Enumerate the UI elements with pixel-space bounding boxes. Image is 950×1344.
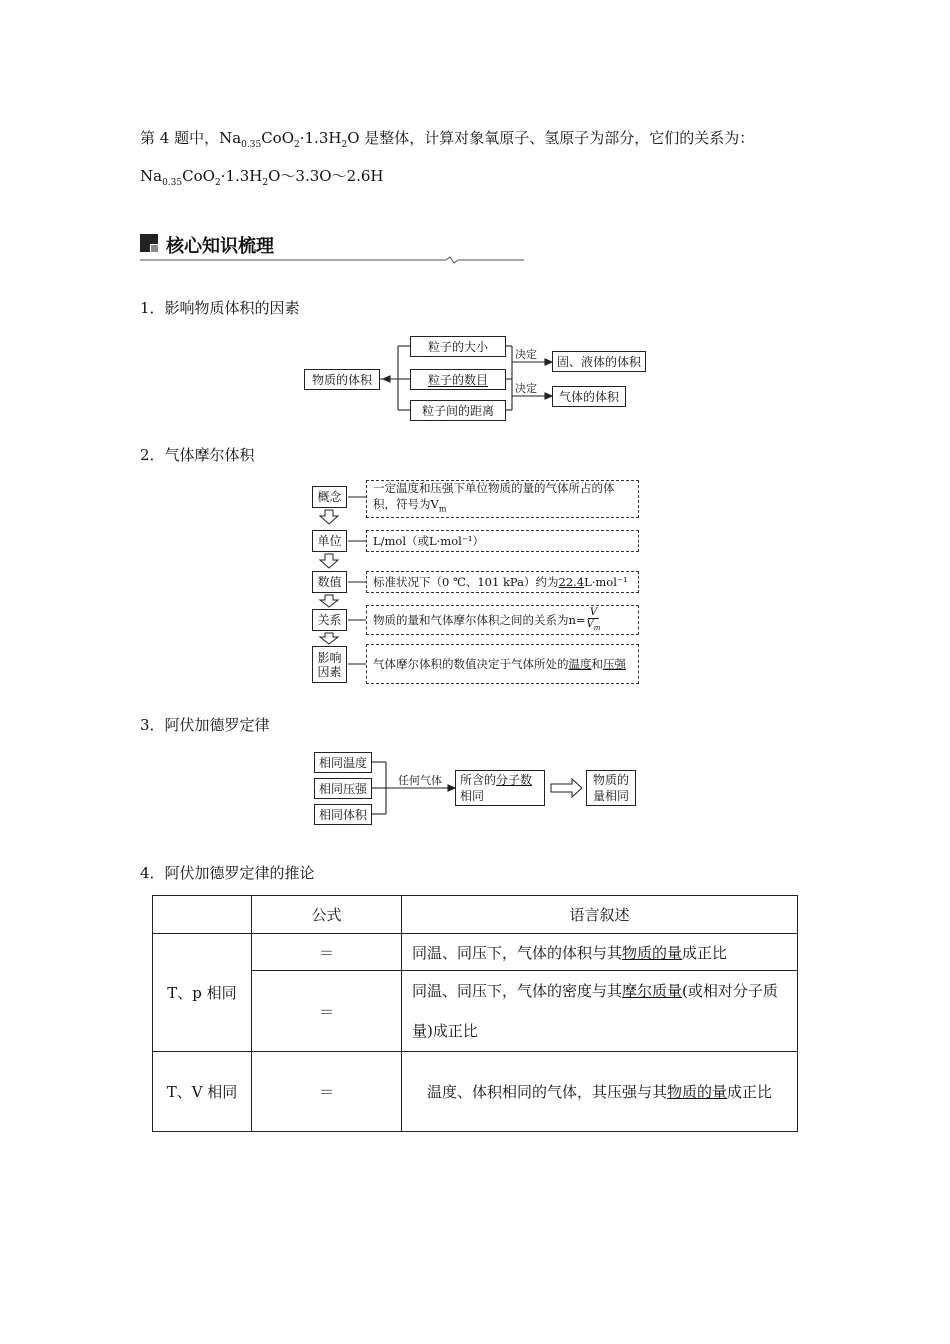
condition-temperature: 相同温度 <box>314 752 372 773</box>
inference-table <box>152 895 798 1132</box>
decide-label-1: 决定 <box>515 348 537 361</box>
middle-text-2: 相同 <box>460 789 485 803</box>
middle-box <box>455 770 545 806</box>
subscript: m <box>438 504 447 514</box>
desc-key: 摩尔质量 <box>622 982 683 1000</box>
subscript: 2 <box>341 140 348 150</box>
desc-text: (或相对分子质量)成正比 <box>412 982 778 1040</box>
value-unit: L·mol⁻¹ <box>584 575 628 589</box>
label-unit: 单位 <box>312 530 347 552</box>
section-title: 核心知识梳理 <box>166 236 274 257</box>
intro-text: 第 4 题中，Na <box>140 129 242 147</box>
factor-temperature: 温度 <box>568 657 592 671</box>
factor-size-box: 粒子的大小 <box>410 336 506 357</box>
factor-distance-box: 粒子间的距离 <box>410 400 506 421</box>
group-tp <box>153 934 252 1052</box>
down-arrow-icon <box>320 633 338 644</box>
intro-text: ·1.3H <box>299 129 342 147</box>
section-header <box>140 231 524 267</box>
table-row <box>153 1052 798 1132</box>
subscript: 2 <box>262 178 269 188</box>
value-text: 标准状况下（0 ℃、101 kPa）约为 <box>373 575 559 589</box>
label-relation: 关系 <box>312 609 347 631</box>
section-underline <box>140 256 524 264</box>
desc-key: 物质的量 <box>622 943 683 962</box>
decide-label-2: 决定 <box>515 382 537 395</box>
subscript: 2 <box>294 140 300 150</box>
factor-number-box <box>410 369 506 390</box>
group-label: T、V 相同 <box>166 1083 238 1101</box>
right-arrow-icon <box>551 779 582 797</box>
concept-text: 一定温度和压强下单位物质的量的气体所占的体积，符号为V <box>373 481 615 512</box>
volume-factors-diagram <box>300 334 650 422</box>
value-number: 22.4 <box>558 575 585 589</box>
formula-cell: ＝ <box>252 971 402 1052</box>
desc-text: 成正比 <box>727 1082 773 1101</box>
item-heading-4: 4．阿伏加德罗定律的推论 <box>140 864 315 882</box>
factors-text: 气体摩尔体积的数值决定于气体所处的 <box>373 657 569 671</box>
label-factors: 影响因素 <box>312 646 347 683</box>
intro-text: O～3.3O～2.6H <box>268 167 384 185</box>
relation-fraction <box>587 607 601 634</box>
intro-line-2 <box>140 166 384 193</box>
factor-number-label: 粒子的数目 <box>427 372 488 387</box>
condition-pressure: 相同压强 <box>314 778 372 799</box>
desc-text: 成正比 <box>682 943 728 962</box>
condition-volume: 相同体积 <box>314 804 372 825</box>
item-heading-2: 2．气体摩尔体积 <box>140 446 255 464</box>
molecule-count: 分子数 <box>496 773 533 787</box>
subscript: m <box>593 623 601 632</box>
item-heading-1: 1．影响物质体积的因素 <box>140 299 300 317</box>
item-heading-3: 3．阿伏加德罗定律 <box>140 716 270 734</box>
header-description: 语言叙述 <box>402 896 798 934</box>
group-tv <box>153 1052 252 1132</box>
down-arrow-icon <box>320 510 338 524</box>
intro-text: CoO <box>261 129 295 147</box>
molar-volume-diagram <box>310 478 645 688</box>
label-concept: 概念 <box>312 486 347 508</box>
description-cell <box>402 934 798 971</box>
down-arrow-icon <box>320 554 338 568</box>
factors-conj: 和 <box>591 657 603 671</box>
desc-key: 物质的量 <box>666 1082 727 1101</box>
intro-text: O 是整体，计算对象氧原子、氢原子为部分，它们的关系为： <box>347 129 755 147</box>
down-arrow-icon <box>320 595 338 607</box>
description-cell <box>402 971 798 1052</box>
intro-text: Na <box>140 167 163 185</box>
label-value: 数值 <box>312 571 347 593</box>
middle-text: 所含的 <box>460 773 497 787</box>
unit-box: L/mol（或L·mol⁻¹） <box>366 530 639 552</box>
subscript: 2 <box>214 178 221 188</box>
fraction-numerator: V <box>589 606 598 618</box>
link-lines <box>348 478 368 688</box>
formula-cell: ＝ <box>252 934 402 971</box>
table-header-row <box>153 896 798 934</box>
avogadro-law-diagram <box>310 750 640 828</box>
formula-cell: ＝ <box>252 1052 402 1132</box>
table-row <box>153 934 798 971</box>
factor-pressure: 压强 <box>603 657 626 671</box>
fraction-denominator: V <box>586 618 594 630</box>
intro-text: CoO <box>182 167 215 185</box>
intro-line-1 <box>140 128 754 155</box>
header-empty <box>153 896 252 934</box>
desc-text: 同温、同压下，气体的体积与其 <box>412 943 623 962</box>
any-gas-label: 任何气体 <box>398 774 442 787</box>
factors-box <box>366 644 639 684</box>
desc-text: 温度、体积相同的气体，其压强与其 <box>426 1082 667 1101</box>
header-formula: 公式 <box>252 896 402 934</box>
desc-text: 同温、同压下，气体的密度与其 <box>412 982 623 1000</box>
subscript: 0.35 <box>241 140 262 150</box>
down-arrows <box>310 478 350 688</box>
group-label: T、p 相同 <box>167 984 237 1002</box>
relation-box <box>366 605 639 635</box>
description-cell <box>402 1052 798 1132</box>
result-text: 物质的量相同 <box>592 773 629 803</box>
result-solid-box: 固、液体的体积 <box>552 351 646 372</box>
section-marker-icon <box>140 234 160 254</box>
root-box: 物质的体积 <box>304 369 380 390</box>
relation-text: 物质的量和气体摩尔体积之间的关系为n= <box>373 613 586 627</box>
intro-text: ·1.3H <box>220 167 263 185</box>
result-box <box>586 770 636 806</box>
concept-box <box>366 480 639 518</box>
subscript: 0.35 <box>162 178 183 188</box>
result-gas-box: 气体的体积 <box>552 386 626 407</box>
value-box <box>366 571 639 593</box>
